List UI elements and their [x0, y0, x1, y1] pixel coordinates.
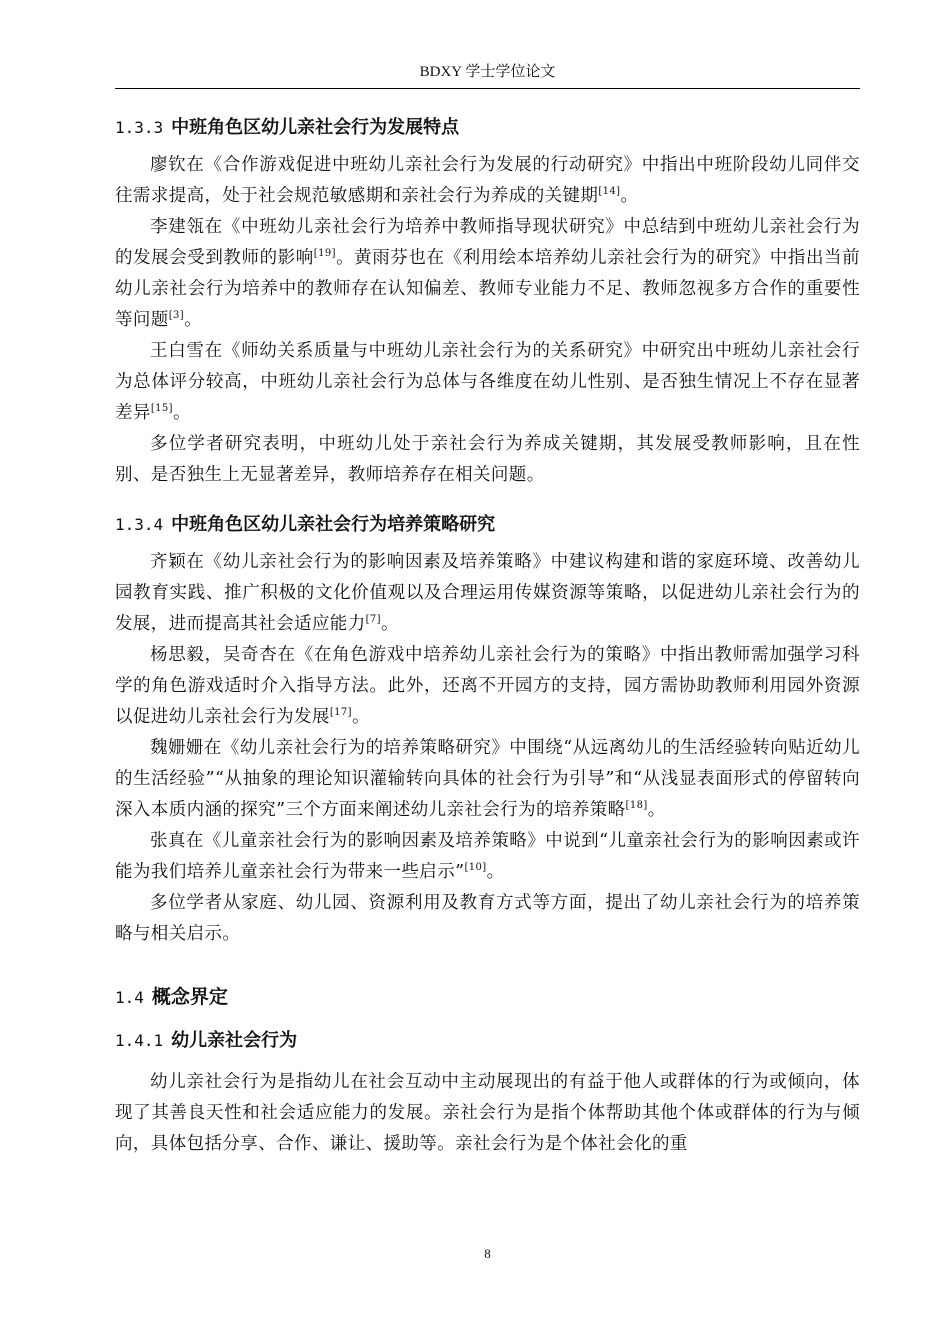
- paragraph: 多位学者从家庭、幼儿园、资源利用及教育方式等方面，提出了幼儿亲社会行为的培养策略与相关启示。: [115, 893, 860, 944]
- citation: [3]: [168, 310, 185, 321]
- paragraph: [115, 547, 860, 640]
- citation: [19]: [313, 248, 336, 259]
- paragraph-end: 。: [647, 800, 666, 820]
- paragraph: [115, 826, 860, 888]
- section-heading-1-3-3: [115, 112, 860, 144]
- citation: [17]: [329, 707, 352, 718]
- citation: [15]: [150, 403, 173, 414]
- paragraph: [115, 640, 860, 733]
- section-title: 中班角色区幼儿亲社会行为发展特点: [171, 117, 460, 138]
- paragraph-end: 。: [620, 186, 639, 206]
- running-header: BDXY 学士学位论文: [419, 64, 556, 80]
- paragraph: [115, 733, 860, 826]
- paragraph-end: 。: [351, 707, 370, 727]
- page-number: 8: [484, 1246, 491, 1261]
- paragraph-text: 杨思毅，吴奇杏在《在角色游戏中培养幼儿亲社会行为的策略》中指出教师需加强学习科学的角色游戏适时介入指导方法。此外，还离不开园方的支持，园方需协助教师利用园外资源以促进幼儿亲社会行为发展: [115, 645, 860, 727]
- paragraph: [115, 150, 860, 212]
- paragraph-end: 。: [486, 862, 505, 882]
- paragraph-end: 。: [380, 614, 399, 634]
- paragraph-end: 。: [184, 310, 202, 330]
- paragraph-text: 李建瓴在《中班幼儿亲社会行为培养中教师指导现状研究》中总结到中班幼儿亲社会行为的发展会受到教师的影响: [115, 217, 860, 268]
- citation: [18]: [625, 800, 648, 811]
- paragraph-text: 齐颖在《幼儿亲社会行为的影响因素及培养策略》中建议构建和谐的家庭环境、改善幼儿园教育实践、推广积极的文化价值观以及合理运用传媒资源等策略，以促进幼儿亲社会行为的发展，进而提高其社会适应能力: [115, 552, 860, 634]
- document-body: [115, 112, 860, 1160]
- paragraph-end: 。: [172, 403, 191, 423]
- section-number: 1.4: [115, 988, 144, 1007]
- section-heading-1-4-1: [115, 1025, 860, 1057]
- section-number: 1.4.1: [115, 1031, 164, 1050]
- citation: [10]: [464, 862, 487, 873]
- citation: [7]: [365, 614, 381, 625]
- section-heading-1-3-4: [115, 509, 860, 541]
- section-title: 中班角色区幼儿亲社会行为培养策略研究: [171, 514, 496, 535]
- citation: [14]: [598, 186, 621, 197]
- section-number: 1.3.4: [115, 515, 164, 534]
- paragraph: [115, 212, 860, 336]
- paragraph-text: 王白雪在《师幼关系质量与中班幼儿亲社会行为的关系研究》中研究出中班幼儿亲社会行为总体评分较高，中班幼儿亲社会行为总体与各维度在幼儿性别、是否独生情况上不存在显著差异: [115, 341, 860, 423]
- header-rule: [115, 88, 860, 89]
- section-heading-1-4: [115, 980, 860, 1015]
- section-number: 1.3.3: [115, 118, 164, 137]
- paragraph-text: 张真在《儿童亲社会行为的影响因素及培养策略》中说到“儿童亲社会行为的影响因素或许能为我们培养儿童亲社会行为带来一些启示”: [115, 831, 860, 882]
- paragraph: 幼儿亲社会行为是指幼儿在社会互动中主动展现出的有益于他人或群体的行为或倾向，体现了其善良天性和社会适应能力的发展。亲社会行为是指个体帮助其他个体或群体的行为与倾向，具体包括分享、合作、谦让、援助等。亲社会行为是个体社会化的重: [115, 1072, 860, 1154]
- section-title: 幼儿亲社会行为: [171, 1030, 298, 1051]
- paragraph-text: 魏姗姗在《幼儿亲社会行为的培养策略研究》中围绕“从远离幼儿的生活经验转向贴近幼儿的生活经验”“从抽象的理论知识灌输转向具体的社会行为引导”和“从浅显表面形式的停留转向深入本质内涵的探究”三个方面来阐述幼儿亲社会行为的培养策略: [115, 738, 860, 820]
- section-title: 概念界定: [151, 986, 228, 1008]
- paragraph-text: 廖钦在《合作游戏促进中班幼儿亲社会行为发展的行动研究》中指出中班阶段幼儿同伴交往需求提高，处于社会规范敏感期和亲社会行为养成的关键期: [115, 155, 860, 206]
- paragraph: [115, 336, 860, 429]
- paragraph-text: 。黄雨芬也在《利用绘本培养幼儿亲社会行为的研究》中指出当前幼儿亲社会行为培养中的教师存在认知偏差、教师专业能力不足、教师忽视多方合作的重要性等问题: [115, 248, 860, 330]
- paragraph: 多位学者研究表明，中班幼儿处于亲社会行为养成关键期，其发展受教师影响，且在性别、是否独生上无显著差异，教师培养存在相关问题。: [115, 434, 860, 485]
